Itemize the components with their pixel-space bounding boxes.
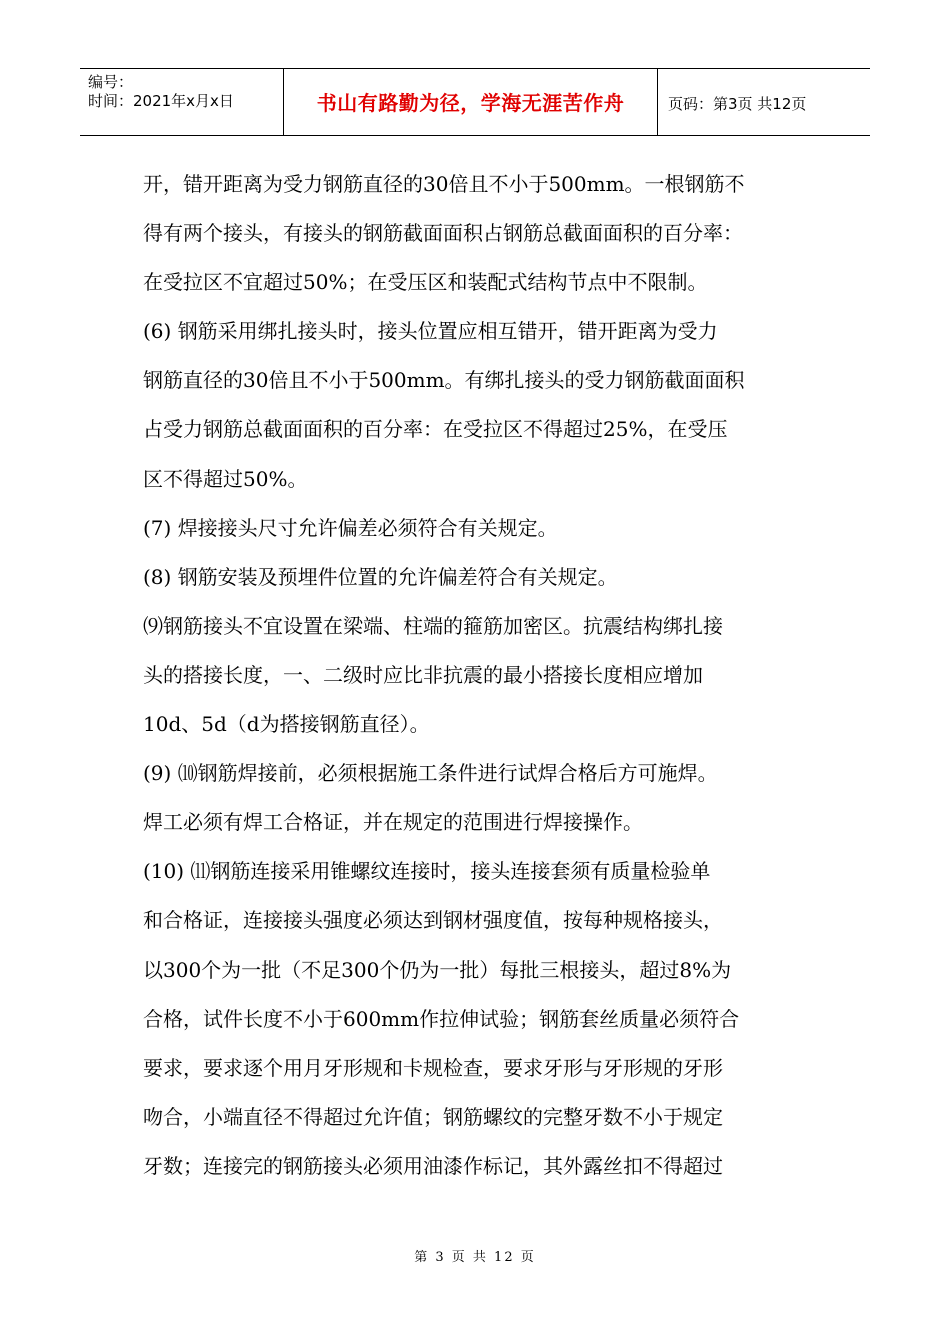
body-line: 和合格证，连接接头强度必须达到钢材强度值，按每种规格接头，	[143, 908, 723, 933]
body-line: 焊工必须有焊工合格证，并在规定的范围进行焊接操作。	[143, 810, 643, 835]
document-body	[143, 160, 823, 1191]
header-page-info: 页码：第3页 共12页	[668, 95, 807, 113]
body-line: (10) ⑾钢筋连接采用锥螺纹连接时，接头连接套须有质量检验单	[143, 859, 711, 884]
header-motto: 书山有路勤为径，学海无涯苦作舟	[316, 91, 625, 115]
page-footer: 第 3 页 共 12 页	[414, 1250, 536, 1265]
body-line: 头的搭接长度，一、二级时应比非抗震的最小搭接长度相应增加	[143, 662, 703, 687]
body-line: 占受力钢筋总截面面积的百分率：在受拉区不得超过25%，在受压	[143, 417, 728, 442]
document-date-label: 时间：2021年x月x日	[88, 92, 234, 110]
body-line: 吻合，小端直径不得超过允许值；钢筋螺纹的完整牙数不小于规定	[143, 1104, 723, 1129]
body-line: 钢筋直径的30倍且不小于500mm。有绑扎接头的受力钢筋截面面积	[143, 368, 745, 393]
body-line: 以300个为一批（不足300个仍为一批）每批三根接头，超过8%为	[143, 957, 732, 982]
document-number-label: 编号：	[88, 73, 134, 91]
body-line: 10d、5d（d为搭接钢筋直径）。	[143, 712, 430, 737]
body-line: 区不得超过50%。	[143, 466, 308, 491]
body-line: 牙数；连接完的钢筋接头必须用油漆作标记，其外露丝扣不得超过	[143, 1153, 723, 1178]
body-line: (6) 钢筋采用绑扎接头时，接头位置应相互错开，错开距离为受力	[143, 319, 718, 344]
header-meta	[88, 73, 284, 111]
body-line: (7) 焊接接头尺寸允许偏差必须符合有关规定。	[143, 515, 558, 540]
body-line: (8) 钢筋安装及预埋件位置的允许偏差符合有关规定。	[143, 564, 618, 589]
body-line: 开，错开距离为受力钢筋直径的30倍且不小于500mm。一根钢筋不	[143, 172, 745, 196]
body-line: 得有两个接头，有接头的钢筋截面面积占钢筋总截面面积的百分率：	[143, 221, 743, 246]
body-line: (9) ⑽钢筋焊接前，必须根据施工条件进行试焊合格后方可施焊。	[143, 761, 718, 786]
page-header	[80, 68, 870, 136]
header-divider-right	[657, 69, 658, 135]
body-line: ⑼钢筋接头不宜设置在梁端、柱端的箍筋加密区。抗震结构绑扎接	[143, 613, 723, 638]
body-line: 要求，要求逐个用月牙形规和卡规检查，要求牙形与牙形规的牙形	[143, 1055, 723, 1080]
body-line: 在受拉区不宜超过50%；在受压区和装配式结构节点中不限制。	[143, 270, 708, 295]
body-line: 合格，试件长度不小于600mm作拉伸试验；钢筋套丝质量必须符合	[143, 1006, 740, 1031]
